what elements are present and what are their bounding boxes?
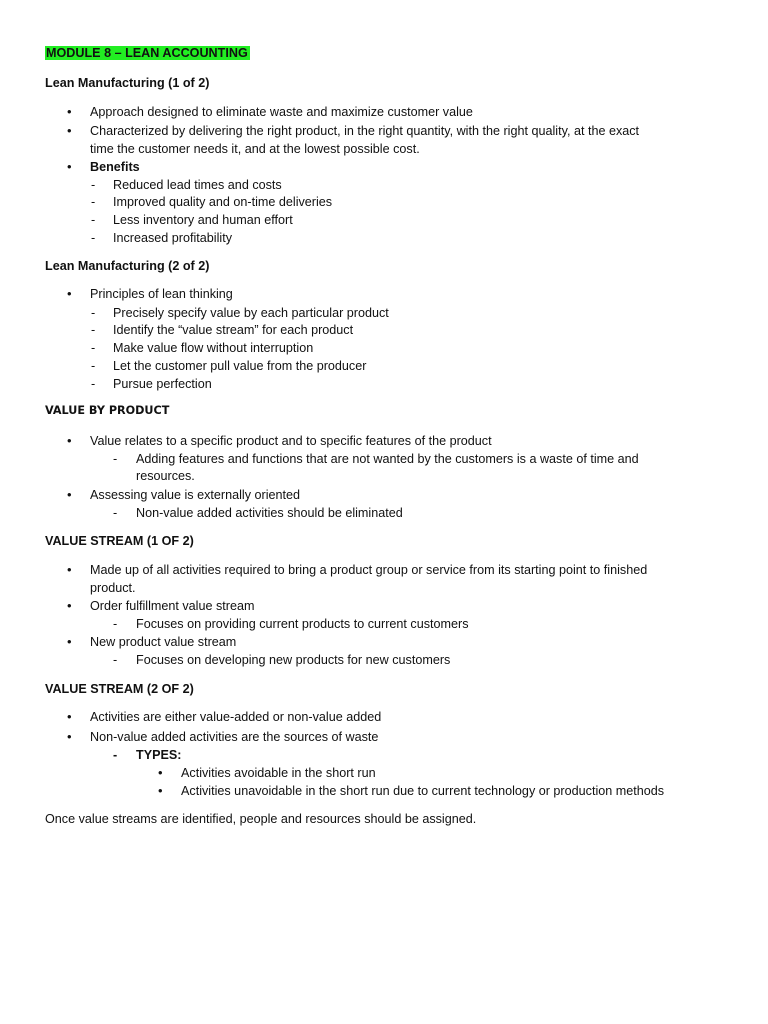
list-item: Principles of lean thinking — [90, 287, 233, 301]
list-item: New product value stream — [90, 635, 237, 649]
list-item: Order fulfillment value stream — [90, 599, 255, 613]
section-heading-value-stream-2: VALUE STREAM (2 OF 2) — [45, 682, 194, 696]
sub-list-item: Precisely specify value by each particular product — [113, 306, 389, 320]
dash-icon: - — [91, 359, 96, 373]
list-item: Approach designed to eliminate waste and maximize customer value — [90, 105, 473, 119]
bullet-icon: • — [67, 729, 72, 744]
dash-icon: - — [91, 178, 96, 192]
bullet-icon: • — [67, 286, 72, 301]
benefits-label: Benefits — [90, 160, 140, 174]
sub-list-item: Less inventory and human effort — [113, 213, 293, 227]
list-item: Activities are either value-added or non-value added — [90, 710, 382, 724]
list-item-continuation: time the customer needs it, and at the lowest possible cost. — [90, 142, 420, 156]
dash-icon: - — [113, 506, 118, 520]
bullet-icon: • — [158, 783, 163, 798]
bullet-icon: • — [67, 709, 72, 724]
dash-icon: - — [91, 341, 96, 355]
section-heading-value-by-product: VALUE BY PRODUCT — [45, 404, 170, 417]
list-item-continuation: product. — [90, 581, 136, 595]
dash-icon: - — [113, 617, 118, 631]
bullet-icon: • — [67, 487, 72, 502]
sub-list-item: Increased profitability — [113, 231, 233, 245]
section-heading-value-stream-1: VALUE STREAM (1 OF 2) — [45, 534, 194, 548]
bullet-icon: • — [67, 634, 72, 649]
list-item: Characterized by delivering the right product, in the right quantity, with the right quality, at the exact — [90, 124, 640, 138]
module-title — [45, 45, 250, 61]
dash-icon: - — [91, 231, 96, 245]
sub-list-item: Adding features and functions that are not wanted by the customers is a waste of time and — [136, 452, 639, 466]
dash-icon: - — [91, 213, 96, 227]
list-item: Made up of all activities required to bring a product group or service from its starting point to finished — [90, 563, 648, 577]
bullet-icon: • — [67, 123, 72, 138]
types-label: TYPES: — [136, 748, 182, 762]
bullet-icon: • — [67, 159, 72, 174]
list-item: Non-value added activities are the sources of waste — [90, 730, 379, 744]
section-heading-lean-2: Lean Manufacturing (2 of 2) — [45, 259, 210, 273]
sub-list-item: Let the customer pull value from the producer — [113, 359, 367, 373]
sub-list-item: Make value flow without interruption — [113, 341, 314, 355]
sub-list-item: Non-value added activities should be eliminated — [136, 506, 403, 520]
bullet-icon: • — [67, 433, 72, 448]
dash-icon: - — [113, 653, 118, 667]
list-item: Value relates to a specific product and to specific features of the product — [90, 434, 492, 448]
dash-icon: - — [113, 452, 118, 466]
sub-list-item: Focuses on providing current products to current customers — [136, 617, 469, 631]
sub-list-item-continuation: resources. — [136, 469, 195, 483]
sub-sub-list-item: Activities unavoidable in the short run due to current technology or production methods — [181, 784, 665, 798]
bullet-icon: • — [67, 104, 72, 119]
closing-paragraph: Once value streams are identified, people and resources should be assigned. — [45, 812, 477, 826]
list-item: Assessing value is externally oriented — [90, 488, 301, 502]
sub-list-item: Reduced lead times and costs — [113, 178, 282, 192]
sub-list-item: Pursue perfection — [113, 377, 212, 391]
bullet-icon: • — [67, 562, 72, 577]
sub-list-item: Improved quality and on-time deliveries — [113, 195, 333, 209]
sub-sub-list-item: Activities avoidable in the short run — [181, 766, 376, 780]
dash-icon: - — [91, 323, 96, 337]
sub-list-item: Identify the “value stream” for each product — [113, 323, 354, 337]
dash-icon: - — [91, 195, 96, 209]
dash-icon: - — [91, 306, 96, 320]
dash-icon: - — [91, 377, 96, 391]
module-title-highlight: MODULE 8 – LEAN ACCOUNTING — [46, 46, 248, 60]
section-heading-lean-1: Lean Manufacturing (1 of 2) — [45, 76, 210, 90]
sub-list-item: Focuses on developing new products for new customers — [136, 653, 451, 667]
bullet-icon: • — [158, 765, 163, 780]
bullet-icon: • — [67, 598, 72, 613]
dash-icon: - — [113, 748, 118, 762]
